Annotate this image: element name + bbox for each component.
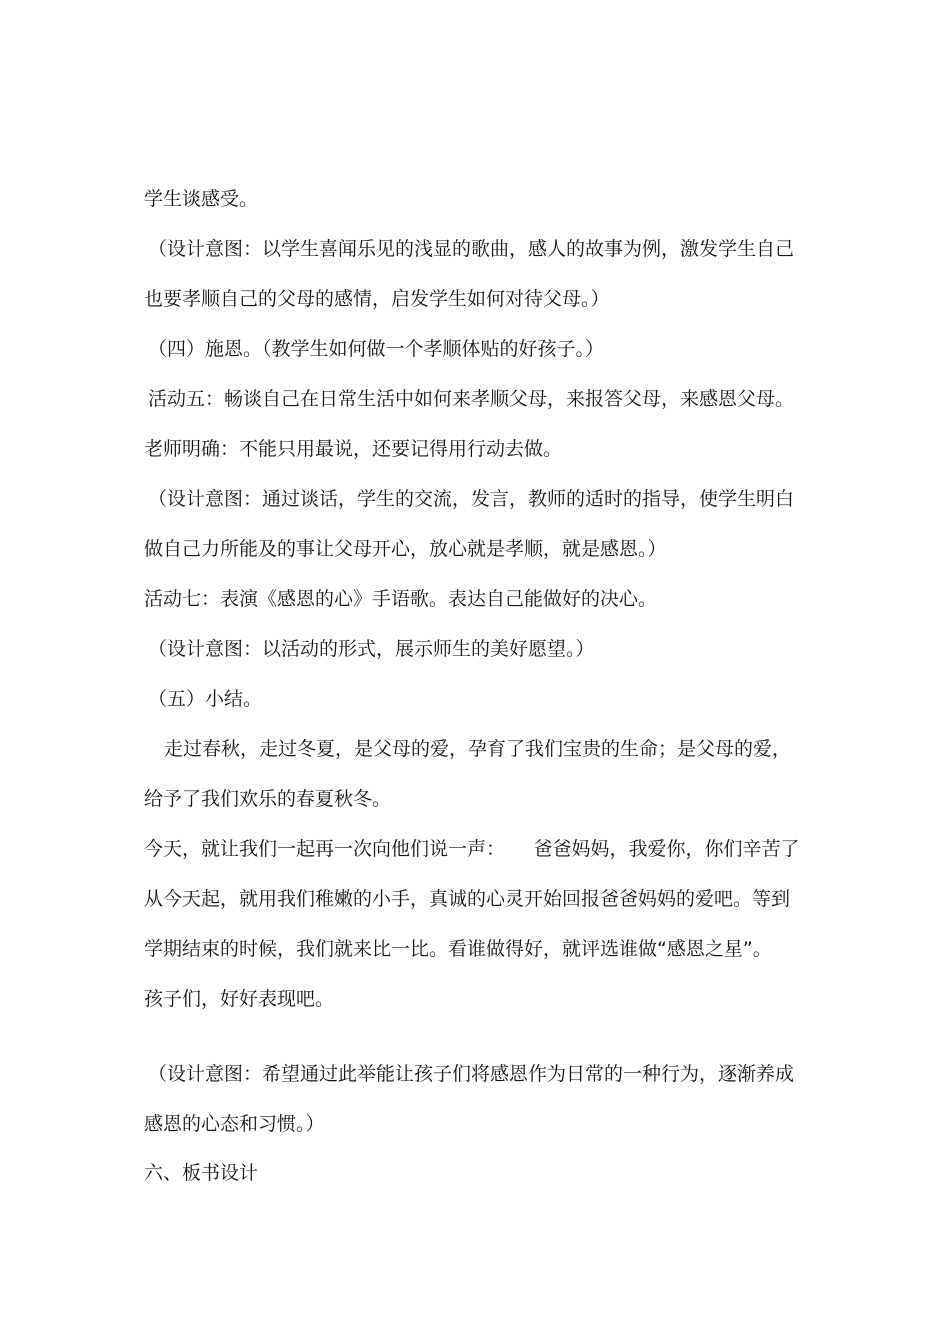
paragraph-line: 给予了我们欢乐的春夏秋冬。 [144, 788, 392, 810]
section-heading: （五）小结。 [148, 688, 263, 710]
paragraph-line: 走过春秋，走过冬夏，是父母的爱，孕育了我们宝贵的生命；是父母的爱， [164, 738, 792, 760]
paragraph-line: （设计意图：通过谈话，学生的交流，发言，教师的适时的指导，使学生明白 [148, 488, 795, 510]
paragraph-line: 孩子们，好好表现吧。 [144, 988, 335, 1010]
paragraph-line: 也要孝顺自己的父母的感情，启发学生如何对待父母。） [144, 288, 610, 310]
paragraph-line: 学期结束的时候，我们就来比一比。看谁做得好，就评选谁做“感恩之星”。 [144, 938, 772, 960]
paragraph-line: （设计意图：希望通过此举能让孩子们将感恩作为日常的一种行为，逐渐养成 [148, 1063, 795, 1085]
section-heading: （四）施恩。（教学生如何做一个孝顺体贴的好孩子。） [148, 338, 605, 360]
paragraph-line: 活动五：畅谈自己在日常生活中如何来孝顺父母，来报答父母，来感恩父母。 [148, 388, 795, 410]
section-heading: 六、板书设计 [144, 1162, 259, 1184]
paragraph-line: （设计意图：以活动的形式，展示师生的美好愿望。） [148, 638, 595, 660]
paragraph-line: 做自己力所能及的事让父母开心，放心就是孝顺，就是感恩。） [144, 538, 667, 560]
paragraph-line: 老师明确：不能只用最说，还要记得用行动去做。 [144, 438, 563, 460]
paragraph-line: 从今天起，就用我们稚嫩的小手，真诚的心灵开始回报爸爸妈妈的爱吧。等到 [144, 888, 791, 910]
paragraph-line: 感恩的心态和习惯。） [144, 1113, 325, 1135]
paragraph-line: 学生谈感受。 [144, 188, 259, 210]
paragraph-line: （设计意图：以学生喜闻乐见的浅显的歌曲，感人的故事为例，激发学生自己 [148, 238, 795, 260]
paragraph-line: 活动七：表演《感恩的心》手语歌。表达自己能做好的决心。 [144, 588, 658, 610]
paragraph-line: 今天，就让我们一起再一次向他们说一声： 爸爸妈妈，我爱你，你们辛苦了 [144, 838, 800, 860]
